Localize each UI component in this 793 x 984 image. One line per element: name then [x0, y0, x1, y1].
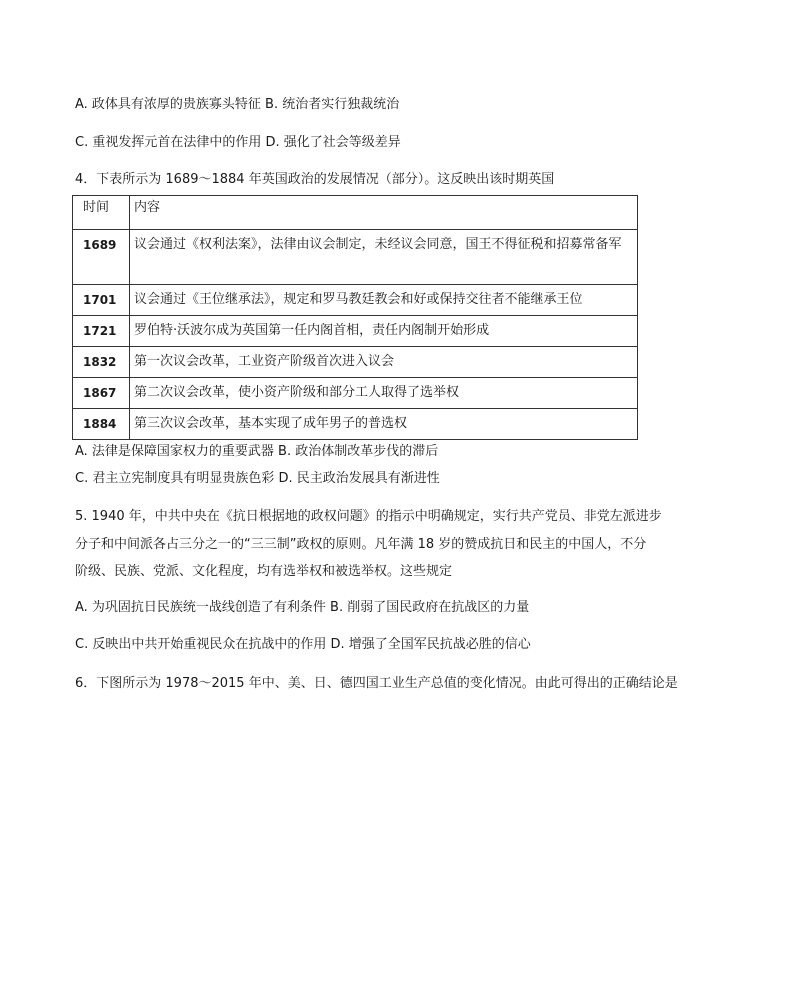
q3-options-line-2: C. 重视发挥元首在法律中的作用 D. 强化了社会等级差异: [75, 135, 401, 150]
row-year: 1721: [73, 316, 130, 347]
history-table: [72, 195, 638, 440]
table-row: [73, 347, 638, 378]
q5-stem-line-2: 分子和中间派各占三分之一的“三三制”政权的原则。凡年满 18 岁的赞成抗日和民主的中国人，不分: [75, 537, 647, 552]
row-year: 1884: [73, 409, 130, 440]
table-row: [73, 285, 638, 316]
row-content: 第一次议会改革，工业资产阶级首次进入议会: [130, 347, 638, 378]
row-year: 1832: [73, 347, 130, 378]
header-content: 内容: [130, 196, 638, 230]
table-header-row: [73, 196, 638, 230]
q5-stem-line-1: 5. 1940 年，中共中央在《抗日根据地的政权问题》的指示中明确规定，实行共产党员、非党左派进步: [75, 509, 662, 524]
q5-options-line-2: C. 反映出中共开始重视民众在抗战中的作用 D. 增强了全国军民抗战必胜的信心: [75, 637, 531, 652]
q4-stem: 4．下表所示为 1689～1884 年英国政治的发展情况（部分）。这反映出该时期英国: [75, 172, 555, 187]
table-row: [73, 409, 638, 440]
row-year: 1867: [73, 378, 130, 409]
q5-stem-line-3: 阶级、民族、党派、文化程度，均有选举权和被选举权。这些规定: [75, 564, 453, 579]
row-year: 1701: [73, 285, 130, 316]
q4-options-line-2: C. 君主立宪制度具有明显贵族色彩 D. 民主政治发展具有渐进性: [75, 471, 440, 486]
row-content: 罗伯特·沃波尔成为英国第一任内阁首相，责任内阁制开始形成: [130, 316, 638, 347]
row-year: 1689: [73, 230, 130, 285]
row-content: 第三次议会改革，基本实现了成年男子的普选权: [130, 409, 638, 440]
q3-options-line-1: A. 政体具有浓厚的贵族寡头特征 B. 统治者实行独裁统治: [75, 97, 400, 112]
q6-stem: 6．下图所示为 1978～2015 年中、美、日、德四国工业生产总值的变化情况。由此可得出的正确结论是: [75, 676, 678, 691]
row-content: 第二次议会改革，使小资产阶级和部分工人取得了选举权: [130, 378, 638, 409]
q5-options-line-1: A. 为巩固抗日民族统一战线创造了有利条件 B. 削弱了国民政府在抗战区的力量: [75, 600, 530, 615]
header-time: 时间: [73, 196, 130, 230]
table-row: [73, 230, 638, 285]
q4-options-line-1: A. 法律是保障国家权力的重要武器 B. 政治体制改革步伐的滞后: [75, 444, 439, 459]
row-content: 议会通过《权利法案》，法律由议会制定，未经议会同意，国王不得征税和招募常备军: [130, 230, 638, 285]
row-content: 议会通过《王位继承法》，规定和罗马教廷教会和好或保持交往者不能继承王位: [130, 285, 638, 316]
table-row: [73, 316, 638, 347]
table-row: [73, 378, 638, 409]
